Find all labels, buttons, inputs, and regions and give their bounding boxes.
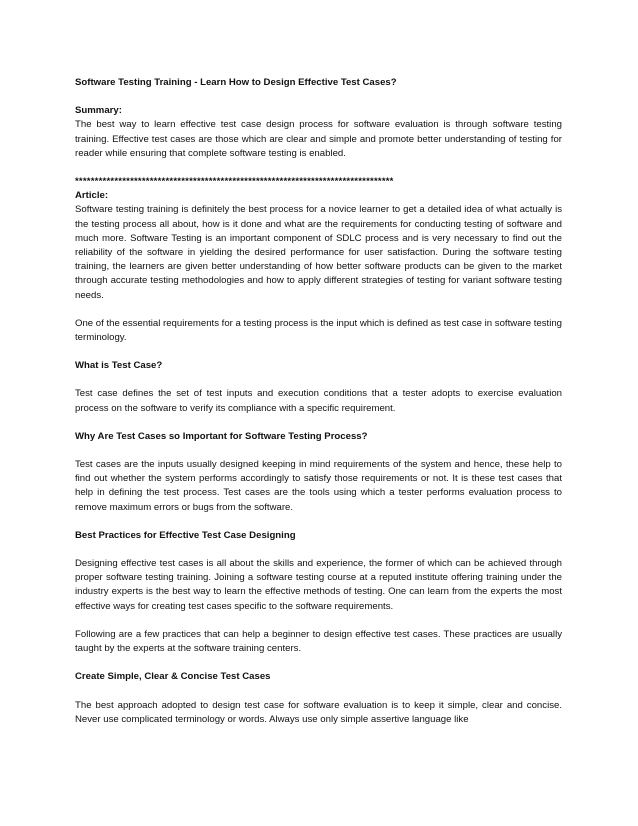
heading-best-practices: Best Practices for Effective Test Case Designing	[75, 529, 296, 541]
paragraph-what-is-test-case: Test case defines the set of test inputs and execution conditions that a tester adopts to exercise evaluation process on the software to verify its compliance with a specific requirement.	[75, 388, 562, 414]
heading-create-simple: Create Simple, Clear & Concise Test Cases	[75, 671, 271, 683]
paragraph-best-practices-1: Designing effective test cases is all about the skills and experience, the former of which can be achieved through proper software testing training. Joining a software testing course at a reputed institute offering training under the industry experts is the best way to learn the effective methods of testing. One can learn from the experts the most effective ways for creating test cases specific to the software requirements.	[75, 558, 562, 612]
summary-text: The best way to learn effective test case design process for software evaluation is through software testing training. Effective test cases are those which are clear and simple and promote better understanding of testing for reader while ensuring that complete software testing is enabled.	[75, 119, 562, 159]
article-paragraph-2: One of the essential requirements for a testing process is the input which is defined as test case in software testing terminology.	[75, 317, 562, 344]
article-paragraph-1: Software testing training is definitely the best process for a novice learner to get a detailed idea of what actually is the testing process all about, how is it done and what are the requirements for conducting testing of software and much more. Software Testing is an important component of SDLC process and is very necessary to find out the reliability of the software in yielding the desired performance for user satisfaction. During the software testing training, the learners are given better understanding of how better software products can be given to the market through accurate testing methodologies and how to apply different strategies of testing for variant software testing needs.	[75, 204, 562, 301]
document-page	[75, 76, 562, 727]
document-title: Software Testing Training - Learn How to Design Effective Test Cases?	[75, 77, 397, 88]
summary-label: Summary:	[75, 105, 122, 117]
paragraph-why-important: Test cases are the inputs usually designed keeping in mind requirements of the system and hence, these help to find out whether the system performs accordingly to satisfy those requirements or not. It is these test cases that help in defining the test process. Test cases are the tools using which a tester performs evaluation process to remove maximum errors or bugs from the software.	[75, 459, 562, 513]
paragraph-create-simple: The best approach adopted to design test case for software evaluation is to keep it simple, clear and concise. Never use complicated terminology or words. Always use only simple assertive language like	[75, 699, 562, 725]
heading-what-is-test-case: What is Test Case?	[75, 360, 163, 372]
separator-line: *********************************************************************************	[75, 176, 394, 188]
article-label: Article:	[75, 190, 109, 202]
paragraph-best-practices-2: Following are a few practices that can help a beginner to design effective test cases. These practices are usually taught by the experts at the software training centers.	[75, 628, 562, 655]
heading-why-important: Why Are Test Cases so Important for Software Testing Process?	[75, 430, 368, 442]
